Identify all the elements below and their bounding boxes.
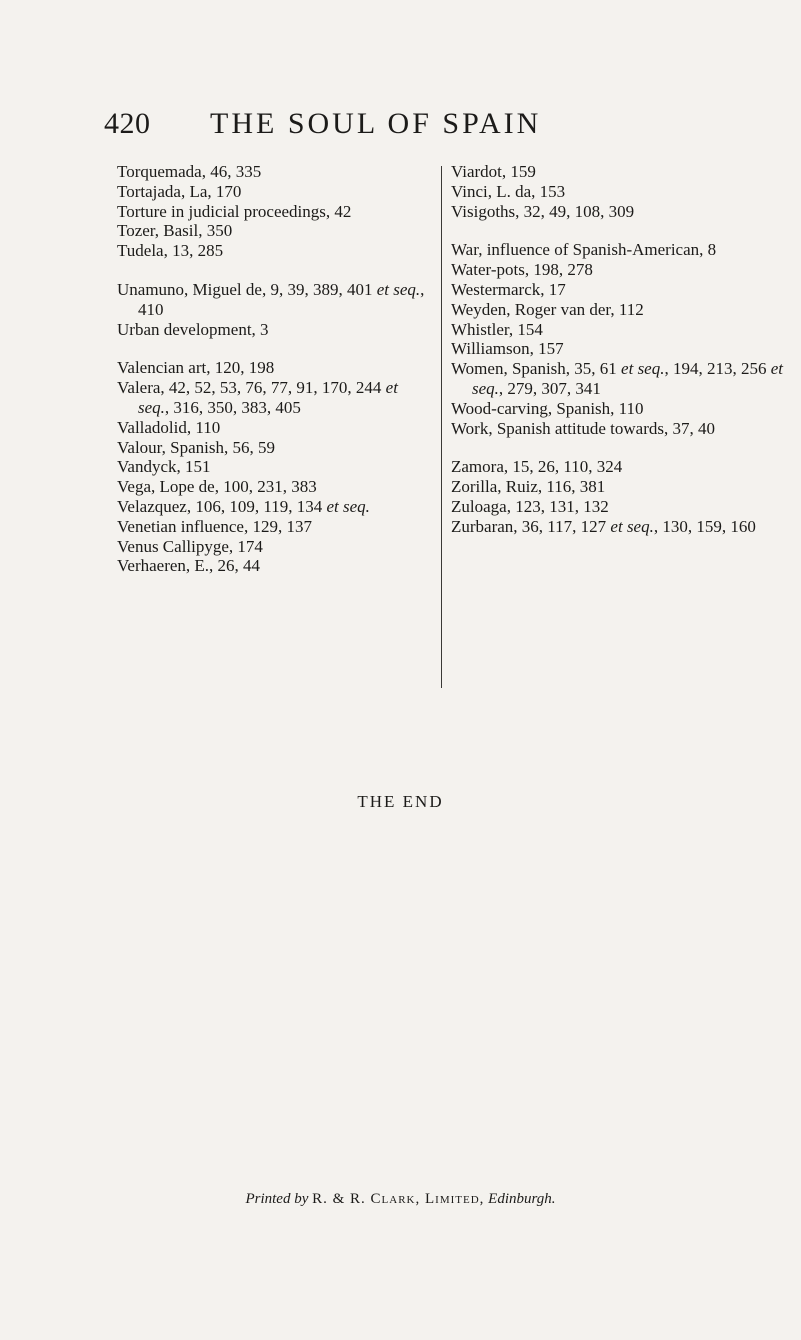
index-entry bbox=[451, 419, 791, 439]
index-entry-text: Visigoths, 32, 49, 108, 309 bbox=[451, 201, 635, 221]
index-entry bbox=[117, 438, 433, 458]
index-entry bbox=[117, 418, 433, 438]
index-entry-text: Tozer, Basil, 350 bbox=[117, 221, 233, 241]
index-entry-text: Zurbaran, 36, 117, 127 bbox=[451, 516, 611, 536]
index-entry-text: Urban development, 3 bbox=[117, 319, 269, 339]
running-head bbox=[0, 107, 801, 147]
index-entry-text: , 130, 159, 160 bbox=[653, 516, 756, 536]
index-entry bbox=[451, 182, 791, 202]
index-entry bbox=[451, 280, 791, 300]
running-title: THE SOUL OF SPAIN bbox=[210, 107, 542, 140]
index-entry-text: Velazquez, 106, 109, 119, 134 bbox=[117, 496, 327, 516]
index-gap bbox=[117, 339, 433, 358]
index-entry-text: Weyden, Roger van der, 112 bbox=[451, 299, 644, 319]
index-entry-text: Work, Spanish attitude towards, 37, 40 bbox=[451, 418, 715, 438]
index-entry-text: Venetian influence, 129, 137 bbox=[117, 516, 312, 536]
index-entry bbox=[451, 162, 791, 182]
index-entry bbox=[451, 399, 791, 419]
index-entry-italic: et seq. bbox=[376, 279, 421, 299]
index-entry-text: Water-pots, 198, 278 bbox=[451, 260, 593, 280]
index-entry bbox=[451, 339, 791, 359]
index-entry-text: Viardot, 159 bbox=[451, 162, 536, 181]
index-entry bbox=[117, 497, 433, 517]
index-entry bbox=[117, 202, 433, 222]
imprint-place: Edinburgh. bbox=[488, 1191, 556, 1207]
index-entry-text: , 410 bbox=[138, 279, 425, 319]
index-entry-italic: et seq. bbox=[621, 359, 665, 379]
index-entry bbox=[117, 221, 433, 241]
index-entry-text: Zamora, 15, 26, 110, 324 bbox=[451, 457, 623, 477]
page-number: 420 bbox=[104, 107, 151, 140]
index-entry bbox=[117, 477, 433, 497]
index-entry-text: Vinci, L. da, 153 bbox=[451, 181, 566, 201]
index-entry bbox=[117, 182, 433, 202]
index-column-right bbox=[451, 162, 791, 537]
end-mark: THE END bbox=[357, 792, 444, 811]
column-divider bbox=[441, 166, 442, 688]
index-entry-text: Valera, 42, 52, 53, 76, 77, 91, 170, 244 bbox=[117, 378, 386, 398]
index-entry-text: Torquemada, 46, 335 bbox=[117, 162, 262, 181]
index-entry bbox=[117, 457, 433, 477]
index-entry-text: Vega, Lope de, 100, 231, 383 bbox=[117, 477, 317, 497]
index-entry-text: Whistler, 154 bbox=[451, 319, 543, 339]
index-entry-text: War, influence of Spanish-American, 8 bbox=[451, 240, 717, 260]
index-entry bbox=[451, 497, 791, 517]
index-entry bbox=[451, 260, 791, 280]
index-entry-text: Zorilla, Ruiz, 116, 381 bbox=[451, 477, 606, 497]
index-entry bbox=[117, 320, 433, 340]
index-entry-text: Williamson, 157 bbox=[451, 339, 564, 359]
index-entry bbox=[117, 537, 433, 557]
index-entry-text: Zuloaga, 123, 131, 132 bbox=[451, 496, 609, 516]
index-column-left bbox=[117, 162, 433, 576]
index-entry bbox=[451, 359, 791, 399]
index-entry-text: Tortajada, La, 170 bbox=[117, 181, 242, 201]
index-entry-italic: et seq. bbox=[610, 516, 654, 536]
index-entry bbox=[451, 517, 791, 537]
index-entry bbox=[451, 477, 791, 497]
index-gap bbox=[451, 438, 791, 457]
index-entry-text: Valour, Spanish, 56, 59 bbox=[117, 437, 275, 457]
index-entry-text: , 316, 350, 383, 405 bbox=[164, 397, 301, 417]
index-entry bbox=[117, 280, 433, 320]
index-entry-text: Tudela, 13, 285 bbox=[117, 241, 224, 261]
index-entry bbox=[117, 241, 433, 261]
index-entry-text: Unamuno, Miguel de, 9, 39, 389, 401 bbox=[117, 279, 377, 299]
index-entry-text: , 279, 307, 341 bbox=[498, 378, 601, 398]
index-entry-text: Westermarck, 17 bbox=[451, 279, 566, 299]
index-entry bbox=[117, 556, 433, 576]
index-entry-text: Valladolid, 110 bbox=[117, 417, 221, 437]
printer-imprint bbox=[0, 1191, 801, 1208]
index-gap bbox=[451, 221, 791, 240]
index-entry-text: Valencian art, 120, 198 bbox=[117, 358, 275, 378]
index-entry bbox=[117, 358, 433, 378]
index-entry bbox=[117, 517, 433, 537]
index-entry bbox=[451, 300, 791, 320]
index-entry bbox=[451, 457, 791, 477]
index-entry-italic: et seq. bbox=[326, 496, 370, 516]
index-entry bbox=[117, 378, 433, 418]
index-entry-text: Women, Spanish, 35, 61 bbox=[451, 359, 622, 379]
imprint-printer: R. & R. Clark, Limited, bbox=[312, 1191, 485, 1207]
index-entry-italic: et seq. bbox=[138, 378, 398, 417]
index-entry-text: Vandyck, 151 bbox=[117, 457, 211, 477]
index-entry bbox=[117, 162, 433, 182]
index-entry bbox=[451, 240, 791, 260]
index-entry-text: Venus Callipyge, 174 bbox=[117, 536, 263, 556]
imprint-printed-by: Printed by bbox=[245, 1191, 309, 1207]
index-entry bbox=[451, 320, 791, 340]
index-entry-text: Torture in judicial proceedings, 42 bbox=[117, 201, 352, 221]
index-entry-text: Wood-carving, Spanish, 110 bbox=[451, 398, 644, 418]
index-entry bbox=[451, 202, 791, 222]
index-entry-text: Verhaeren, E., 26, 44 bbox=[117, 556, 261, 576]
index-gap bbox=[117, 261, 433, 280]
index-entry-italic: et seq. bbox=[472, 359, 784, 398]
index-entry-text: , 194, 213, 256 bbox=[664, 359, 771, 379]
